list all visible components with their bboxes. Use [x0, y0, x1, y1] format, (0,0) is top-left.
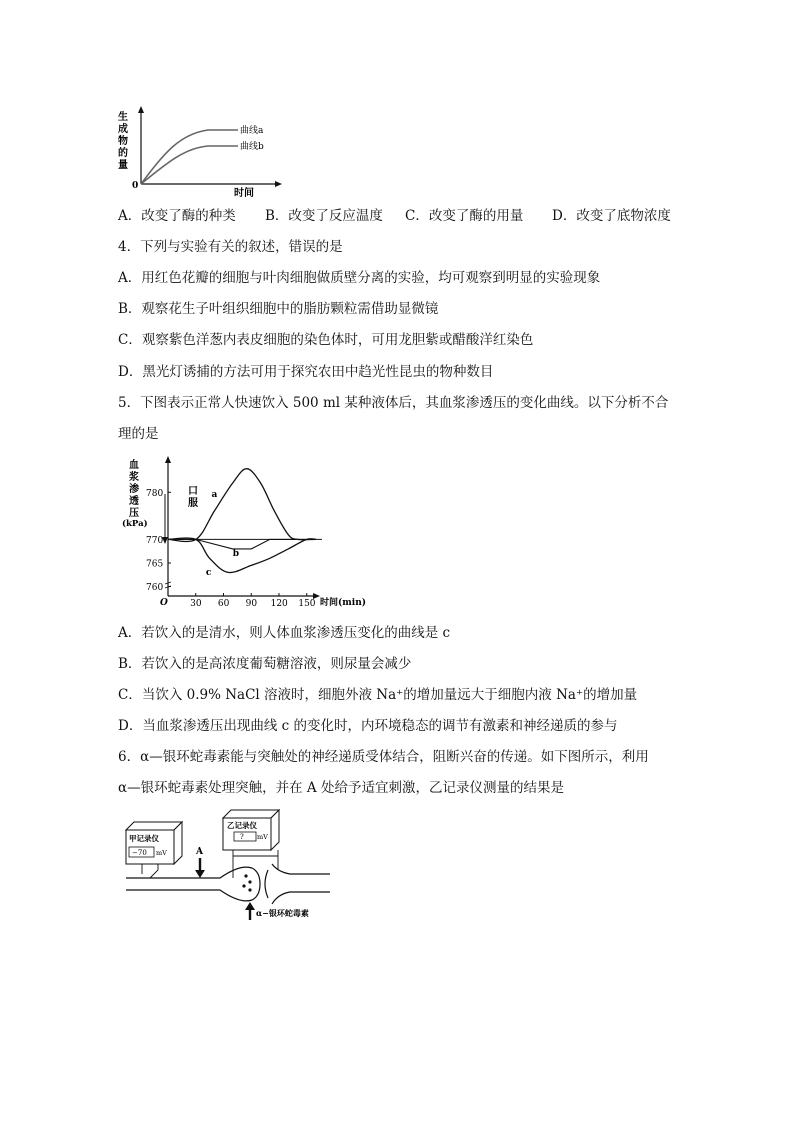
- toxin-label: α−银环蛇毒素: [256, 908, 309, 918]
- q6-stem-line2: α—银环蛇毒素处理突触，并在 A 处给予适宜刺激，乙记录仪测量的结果是: [118, 780, 564, 796]
- stimulus-arrow-head: [195, 870, 205, 878]
- fig1-xlabel: 时间: [234, 188, 254, 199]
- product-curve-figure: [110, 104, 290, 199]
- x-tick-label: 90: [245, 599, 258, 609]
- recorder-jia-value: −70: [132, 849, 147, 857]
- recorder-yi-value: ?: [240, 833, 244, 841]
- fig1-curve-a: [141, 130, 238, 184]
- q5-stem-line1: 5．下图表示正常人快速饮入 500 ml 某种液体后，其血浆渗透压的变化曲线。以下分析不合: [118, 395, 669, 411]
- q3-option-a: A．改变了酶的种类: [118, 208, 236, 224]
- q5-option-a: A．若饮入的是清水，则人体血浆渗透压变化的曲线是 c: [118, 625, 451, 641]
- fig1-x-arrow: [275, 181, 282, 187]
- fig2-ylabel-char: 压: [129, 508, 139, 519]
- fig1-curve-a-label: 曲线a: [240, 126, 264, 136]
- synapse-recording-figure: [120, 808, 340, 923]
- q4-option-d: D．黑光灯诱捕的方法可用于探究农田中趋光性昆虫的物种数目: [118, 364, 494, 380]
- synaptic-vesicle: [244, 874, 247, 877]
- fig2-yunit: (kPa): [122, 519, 148, 529]
- q3-option-d: D．改变了底物浓度: [552, 208, 671, 224]
- fig1-curve-b-label: 曲线b: [240, 142, 264, 152]
- recorder-jia: [126, 822, 182, 864]
- fig2-ylabel-char: 浆: [129, 472, 139, 483]
- q4-option-b: B．观察花生子叶组织细胞中的脂肪颗粒需借助显微镜: [118, 301, 439, 317]
- fig2-ylabel-char: 血: [129, 460, 139, 471]
- fig2-y-arrow: [165, 456, 171, 463]
- y-tick-label: 780: [146, 488, 164, 499]
- recorder-jia-unit: mV: [156, 849, 167, 857]
- presynaptic-axon: [126, 867, 260, 901]
- q5-option-b: B．若饮入的是高浓度葡萄糖溶液，则尿量会减少: [118, 656, 412, 672]
- q3-option-c: C．改变了酶的用量: [405, 208, 524, 224]
- intake-label-char: 服: [188, 498, 198, 509]
- osmotic-pressure-chart: [120, 454, 370, 614]
- fig2-origin: O: [160, 598, 168, 608]
- recorder-jia-wire: [142, 864, 158, 878]
- y-tick-label: 760: [146, 583, 164, 594]
- q3-option-b: B．改变了反应温度: [265, 208, 383, 224]
- curve-c: [168, 538, 316, 573]
- fig1-ylabel-char: 成: [118, 124, 128, 135]
- recorder-yi-unit: mV: [257, 833, 268, 841]
- q4-option-a: A．用红色花瓣的细胞与叶肉细胞做质壁分离的实验，均可观察到明显的实验现象: [118, 270, 601, 286]
- fig1-y-arrow: [138, 106, 144, 113]
- curve-b-label: b: [232, 548, 240, 559]
- fig1-ylabel-char: 量: [118, 160, 128, 171]
- fig1-origin: 0: [132, 181, 139, 191]
- synaptic-vesicle: [242, 884, 245, 887]
- stimulus-point-label: A: [196, 847, 203, 857]
- recorder-yi-title: 乙记录仪: [227, 821, 257, 830]
- recorder-yi: [223, 810, 279, 850]
- fig1-ylabel-char: 物: [118, 136, 128, 147]
- fig1-ylabel-char: 的: [118, 148, 128, 159]
- fig2-xlabel: 时间(min): [320, 598, 367, 608]
- y-tick-label: 770: [146, 535, 164, 546]
- curve-c-label: c: [205, 567, 212, 578]
- fig2-ylabel-char: 透: [129, 496, 139, 507]
- q5-stem-line2: 理的是: [118, 426, 159, 442]
- recorder-jia-title: 甲记录仪: [129, 834, 159, 843]
- q5-option-c: C．当饮入 0.9% NaCl 溶液时，细胞外液 Na⁺的增加量远大于细胞内液 Na⁺的增加量: [118, 687, 638, 703]
- q4-stem: 4．下列与实验有关的叙述，错误的是: [118, 239, 343, 255]
- curve-a-label: a: [211, 490, 218, 500]
- postsynaptic-neuron: [265, 864, 330, 904]
- synaptic-vesicle: [248, 880, 251, 883]
- intake-label-char: 口: [188, 486, 198, 497]
- toxin-arrow-head: [245, 902, 255, 910]
- x-tick-label: 120: [270, 599, 288, 609]
- x-tick-label: 60: [217, 599, 230, 609]
- recorder-yi-wire: [233, 850, 278, 878]
- x-tick-label: 30: [190, 599, 202, 609]
- q6-stem-line1: 6．α—银环蛇毒素能与突触处的神经递质受体结合，阻断兴奋的传递。如下图所示，利用: [118, 749, 649, 765]
- synaptic-vesicle: [248, 888, 251, 891]
- y-tick-label: 765: [146, 559, 164, 570]
- x-tick-label: 150: [298, 599, 316, 609]
- q5-option-d: D．当血浆渗透压出现曲线 c 的变化时，内环境稳态的调节有激素和神经递质的参与: [118, 718, 618, 734]
- fig2-ylabel-char: 渗: [129, 484, 139, 495]
- q4-option-c: C．观察紫色洋葱内表皮细胞的染色体时，可用龙胆紫或醋酸洋红染色: [118, 332, 534, 348]
- fig1-ylabel-char: 生: [118, 112, 128, 123]
